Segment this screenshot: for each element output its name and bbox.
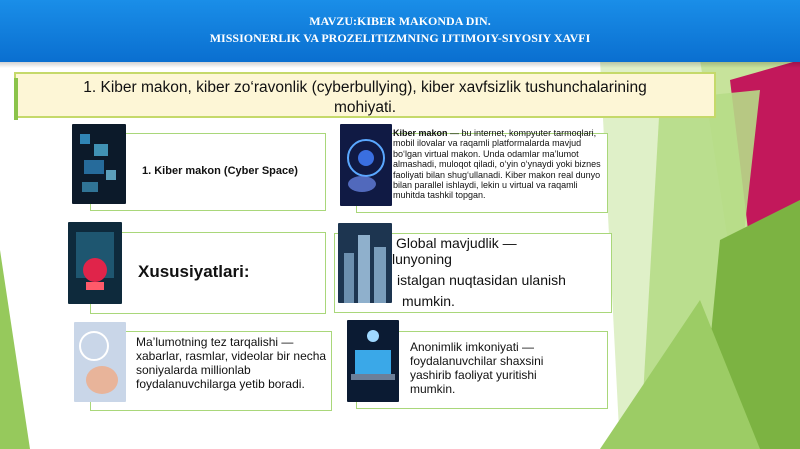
global-line3: istalgan nuqtasidan ulanish: [397, 272, 566, 288]
city-image: [338, 223, 392, 303]
definition-term: Kiber makon: [393, 128, 448, 138]
cyber-space-image: [72, 124, 126, 204]
global-line2: lunyoning: [392, 251, 452, 267]
speed-text: Ma’lumotning tez tarqalishi — xabarlar, rasmlar, videolar bir necha soniyalarda millionlab foydalanuvchilarga yetib boradi.: [136, 335, 327, 391]
slide-header: [0, 0, 800, 62]
network-hand-image: [74, 322, 126, 402]
definition-body: — bu internet, kompyuter tarmoqlari, mobil ilovalar va raqamli platformalarda mavjud bo‘lgan virtual makon. Unda odamlar ma’lumot almashadi, muloqot qiladi, o‘yin o‘ynaydi yoki biznes faoliyati bilan shug‘ullanadi. Kiber makon real dunyo bilan parallel ishlaydi, lekin u virtual va raqamli muhitda tashkil topgan.: [393, 128, 601, 201]
cyber-hand-image: [340, 124, 392, 206]
header-shadow: [0, 62, 800, 68]
section-title: [14, 72, 716, 118]
features-image: [68, 222, 122, 304]
cyber-space-label: 1. Kiber makon (Cyber Space): [142, 165, 298, 177]
header-title-line2: MISSIONERLIK VA PROZELITIZMNING IJTIMOIY-SIYOSIY XAVFI: [209, 31, 591, 45]
header-title-line1: MAVZU:KIBER MAKONDA DIN.: [309, 14, 491, 28]
section-title-line1: 1. Kiber makon, kiber zo‘ravonlik (cyberbullying), kiber xavfsizlik tushunchalarining: [83, 79, 647, 96]
definition-text: [393, 128, 609, 201]
global-line4: mumkin.: [402, 293, 455, 309]
section-title-line2: mohiyati.: [333, 99, 397, 116]
anonymity-text: Anonimlik imkoniyati — foydalanuvchilar shaxsini yashirib faoliyat yuritishi mumkin.: [410, 340, 544, 396]
features-label: Xususiyatlari:: [138, 262, 250, 281]
title-accent-bar: [14, 78, 18, 120]
global-line1: Global mavjudlik —: [396, 235, 517, 251]
laptop-image: [347, 320, 399, 402]
